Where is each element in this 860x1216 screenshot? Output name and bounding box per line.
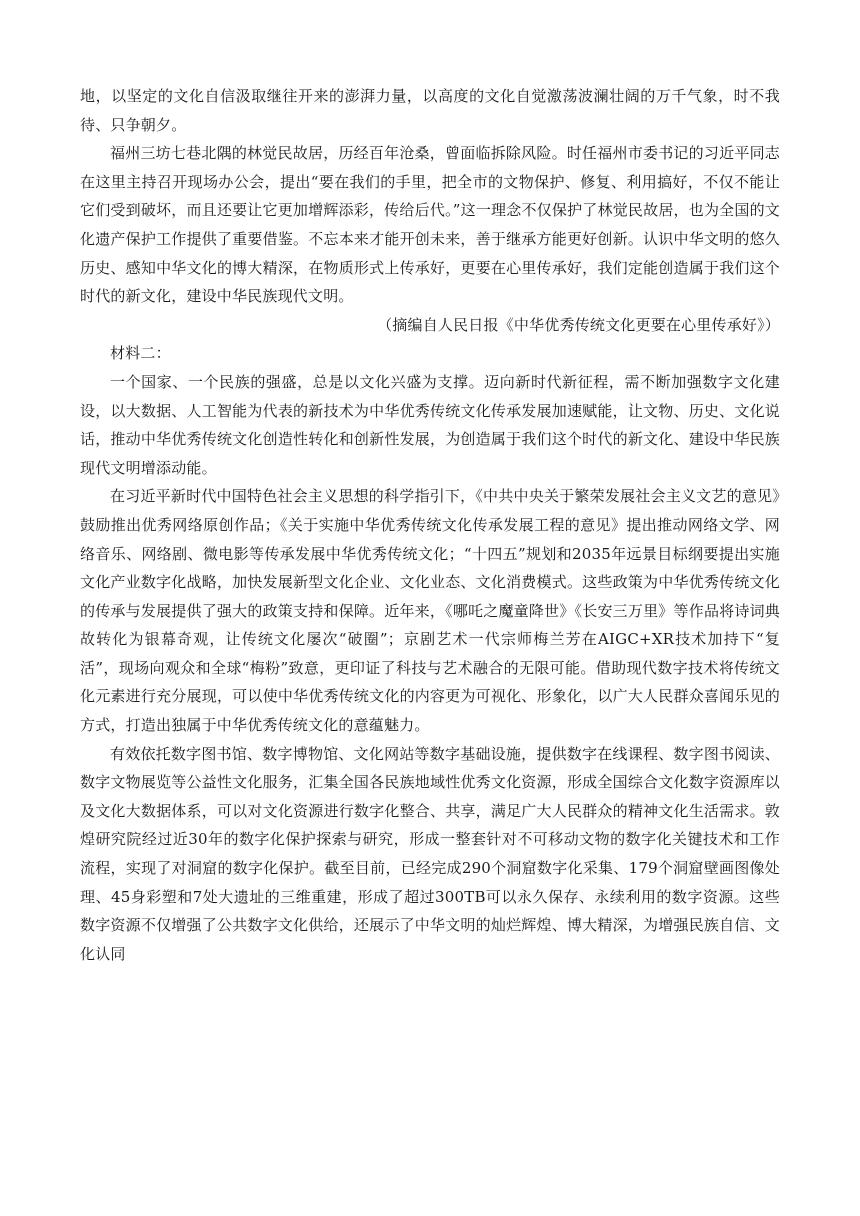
paragraph-fuzhou: 福州三坊七巷北隅的林觉民故居，历经百年沧桑，曾面临拆除风险。时任福州市委书记的习近平同志在这里主持召开现场办公会，提出“要在我们的手里，把全市的文物保护、修复、利用搞好，不仅不能让它们受到破坏，而且还要让它更加增辉添彩，传给后代。”这一理念不仅保护了林觉民故居，也为全国的文化遗产保护工作提供了重要借鉴。不忘本来才能开创未来，善于继承方能更好创新。认识中华文明的悠久历史、感知中华文化的博大精深，在物质形式上传承好，更要在心里传承好，我们定能创造属于我们这个时代的新文化，建设中华民族现代文明。	[80, 144, 780, 306]
paragraph-policy: 在习近平新时代中国特色社会主义思想的科学指引下，《中共中央关于繁荣发展社会主义文艺的意见》鼓励推出优秀网络原创作品；《关于实施中华优秀传统文化传承发展工程的意见》提出推动网络文学、网络音乐、网络剧、微电影等传承发展中华优秀传统文化；“十四五”规划和2035年远景目标纲要提出实施文化产业数字化战略，加快发展新型文化企业、文化业态、文化消费模式。这些政策为中华优秀传统文化的传承与发展提供了强大的政策支持和保障。近年来，《哪吒之魔童降世》《长安三万里》等作品将诗词典故转化为银幕奇观，让传统文化屡次“破圈”；京剧艺术一代宗师梅兰芳在AIGC+XR技术加持下“复活”，现场向观众和全球“梅粉”致意，更印证了科技与艺术融合的无限可能。借助现代数字技术将传统文化元素进行充分展现，可以使中华优秀传统文化的内容更为可视化、形象化，以广大人民群众喜闻乐见的方式，打造出独属于中华优秀传统文化的意蕴魅力。	[80, 487, 780, 735]
material-2-label: 材料二：	[110, 344, 171, 363]
paragraph-intro-end: 地，以坚定的文化自信汲取继往开来的澎湃力量，以高度的文化自觉激荡波澜壮阔的万千气象，时不我待、只争朝夕。	[80, 87, 780, 134]
paragraph-digital-library: 有效依托数字图书馆、数字博物馆、文化网站等数字基础设施，提供数字在线课程、数字图书阅读、数字文物展览等公益性文化服务，汇集全国各民族地域性优秀文化资源，形成全国综合文化数字资源库以及文化大数据体系，可以对文化资源进行数字化整合、共享，满足广大人民群众的精神文化生活需求。敦煌研究院经过近30年的数字化保护探索与研究，形成一整套针对不可移动文物的数字化关键技术和工作流程，实现了对洞窟的数字化保护。截至目前，已经完成290个洞窟数字化采集、179个洞窟壁画图像处理、45身彩塑和7处大遗址的三维重建，形成了超过300TB可以永久保存、永续利用的数字资源。这些数字资源不仅增强了公共数字文化供给，还展示了中华文明的灿烂辉煌、博大精深，为增强民族自信、文化认同	[80, 744, 780, 963]
document-page	[80, 82, 780, 968]
source-citation: （摘编自人民日报《中华优秀传统文化更要在心里传承好》）	[377, 315, 780, 334]
paragraph-digital-culture: 一个国家、一个民族的强盛，总是以文化兴盛为支撑。迈向新时代新征程，需不断加强数字文化建设，以大数据、人工智能为代表的新技术为中华优秀传统文化传承发展加速赋能，让文物、历史、文化说话，推动中华优秀传统文化创造性转化和创新性发展，为创造属于我们这个时代的新文化、建设中华民族现代文明增添动能。	[80, 372, 780, 477]
